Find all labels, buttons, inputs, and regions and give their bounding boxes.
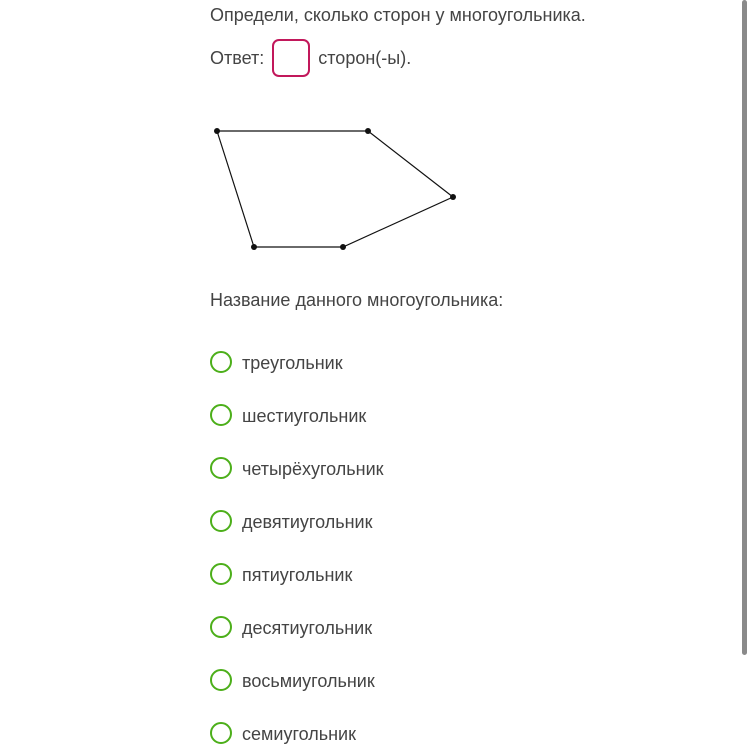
answer-prefix: Ответ: <box>210 47 265 68</box>
option-label: треугольник <box>242 353 343 373</box>
radio-button[interactable] <box>210 351 232 373</box>
question-text: Определи, сколько сторон у многоугольника. <box>210 5 586 25</box>
vertical-scrollbar[interactable] <box>742 0 747 655</box>
option-quadrilateral[interactable] <box>210 457 384 510</box>
answer-suffix: сторон(-ы). <box>318 47 412 68</box>
polygon-figure <box>200 115 470 265</box>
radio-button[interactable] <box>210 457 232 479</box>
option-label: восьмиугольник <box>242 671 375 691</box>
option-label: семиугольник <box>242 724 356 744</box>
option-decagon[interactable] <box>210 616 384 669</box>
option-pentagon[interactable] <box>210 563 384 616</box>
option-label: шестиугольник <box>242 406 367 426</box>
option-triangle[interactable] <box>210 351 384 404</box>
radio-button[interactable] <box>210 669 232 691</box>
polygon-vertex <box>365 128 371 134</box>
option-label: девятиугольник <box>242 512 373 532</box>
option-label: четырёхугольник <box>242 459 384 479</box>
polygon-outline <box>217 131 453 247</box>
polygon-vertex <box>340 244 346 250</box>
radio-button[interactable] <box>210 510 232 532</box>
option-nonagon[interactable] <box>210 510 384 563</box>
polygon-vertex <box>450 194 456 200</box>
option-octagon[interactable] <box>210 669 384 722</box>
option-hexagon[interactable] <box>210 404 384 457</box>
option-heptagon[interactable] <box>210 722 384 750</box>
radio-button[interactable] <box>210 722 232 744</box>
polygon-name-options <box>210 351 384 750</box>
radio-button[interactable] <box>210 563 232 585</box>
answer-line <box>210 37 411 79</box>
sides-count-input[interactable] <box>272 39 310 77</box>
option-label: десятиугольник <box>242 618 373 638</box>
radio-button[interactable] <box>210 616 232 638</box>
option-label: пятиугольник <box>242 565 353 585</box>
polygon-name-question: Название данного многоугольника: <box>210 290 504 310</box>
polygon-vertex <box>214 128 220 134</box>
polygon-vertex <box>251 244 257 250</box>
radio-button[interactable] <box>210 404 232 426</box>
